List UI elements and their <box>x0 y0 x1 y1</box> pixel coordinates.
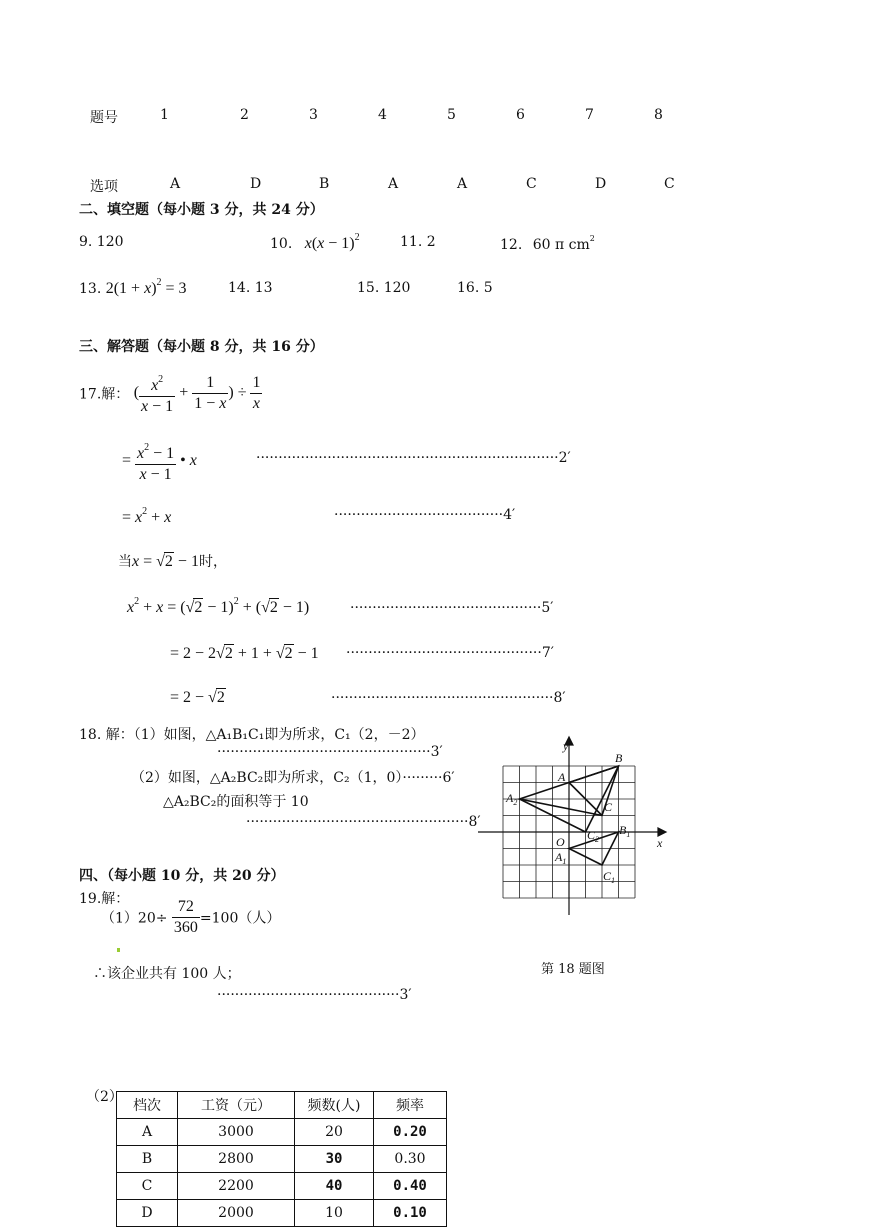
choice-number: 5 <box>447 107 456 123</box>
q17-label: 17.解： <box>79 386 130 403</box>
q12-value: 60 <box>532 237 551 253</box>
q18-mark1-dots: ················································3′ <box>217 744 443 760</box>
q13-expression: $2(1 + x)^2 = 3$ <box>105 277 187 297</box>
choice-answer: A <box>388 176 399 192</box>
label-C: C <box>604 800 613 814</box>
choice-answer: C <box>526 176 537 192</box>
answer-q9: 9. 120 <box>79 234 124 250</box>
choice-answer: D <box>250 176 262 192</box>
q17-step2-dots: ······································4′ <box>334 507 516 523</box>
choice-answer: D <box>595 176 607 192</box>
q17-step1: = $\frac{x^2 - 1}{x - 1}$ • x <box>122 438 197 485</box>
q17-when: 当 <box>118 554 132 570</box>
wage-table <box>116 1091 447 1227</box>
q17-step3: $x^2 + x = (√2 - 1)^2 + (√2 - 1)$ <box>127 596 310 616</box>
q12-unit: π cm <box>555 237 590 253</box>
q19-conclusion: ∴该企业共有 100 人； <box>93 966 241 982</box>
q19-part1: （1）20÷ $\frac{72}{360}$ =100（人） <box>101 898 281 936</box>
q18-figure-caption: 第 18 题图 <box>541 962 605 977</box>
q12-label: 12. <box>500 237 523 253</box>
label-C2: $C_2$ <box>587 828 600 844</box>
answer-q10 <box>270 232 360 253</box>
answer-q12: 12. 60 π $cm^2$ <box>500 234 595 253</box>
q17-step3-dots: ···········································5′ <box>350 600 554 616</box>
choice-header-label: 题号 <box>90 110 118 126</box>
section4-title: 四、（每小题 10 分，共 20 分） <box>79 868 285 884</box>
part2-label: （2） <box>86 1089 123 1105</box>
q18-mark3-dots: ··················································8′ <box>246 814 481 830</box>
header-wage: 工资（元） <box>178 1092 295 1119</box>
q17-expression: ( $\frac{x^2}{x - 1}$ + $\frac{1}{1 - x}$ ) ÷ $\frac{1}{x}$ <box>134 384 263 401</box>
answer-q16: 16. 5 <box>457 280 493 296</box>
section3-title: 三、解答题（每小题 8 分，共 16 分） <box>79 339 324 355</box>
decorative-dot <box>117 948 120 952</box>
wage-table-header <box>117 1092 447 1119</box>
q18-line2: （2）如图，△A₂BC₂即为所求，C₂（1，0）·········6′ <box>131 770 455 786</box>
q17-step4: = 2 − 2√2 + 1 + √2 − 1 <box>170 645 319 662</box>
table-row: C 2200 40 0.40 <box>117 1173 447 1200</box>
q19-mark-dots: ·········································3′ <box>217 987 412 1003</box>
q17-step5-dots: ··················································8′ <box>331 690 566 706</box>
header-count: 频数(人) <box>295 1092 374 1119</box>
q17-step2: = $x^2 + x$ <box>122 506 172 526</box>
q17-step1-dots: ····································································2′ <box>256 450 571 466</box>
answer-q13 <box>79 277 187 298</box>
answer-q11: 11. 2 <box>400 234 436 250</box>
table-row: A 3000 20 0.20 <box>117 1119 447 1146</box>
choice-answer: B <box>319 176 330 192</box>
choice-number: 3 <box>309 107 318 123</box>
label-A: A <box>558 770 566 784</box>
choice-number: 6 <box>516 107 525 123</box>
choice-number: 4 <box>378 107 387 123</box>
q10-label: 10. <box>270 236 293 252</box>
answer-q14: 14. 13 <box>228 280 273 296</box>
section2-title: 二、填空题（每小题 3 分，共 24 分） <box>79 202 324 218</box>
q17-step5: = 2 − √2 <box>170 689 225 706</box>
q18-line1: 18. 解：（1）如图，△A₁B₁C₁即为所求，C₁（2，－2） <box>79 727 425 743</box>
label-A1: $A_1$ <box>555 850 567 866</box>
header-rate: 频率 <box>374 1092 447 1119</box>
choice-answer-label: 选项 <box>90 179 118 195</box>
choice-number: 8 <box>654 107 663 123</box>
q17-when-end: 时， <box>198 554 227 570</box>
q10-expression: $x(x - 1)^2$ <box>304 232 360 252</box>
q17-substitution: 当x = √2 − 1时， <box>118 553 227 570</box>
choice-answer: A <box>170 176 181 192</box>
choice-answer: C <box>664 176 675 192</box>
axis-y-label: y <box>563 739 569 753</box>
choice-number: 2 <box>240 107 249 123</box>
choice-answer: A <box>457 176 468 192</box>
label-A2: $A_2$ <box>506 791 518 807</box>
q17-problem <box>79 370 262 417</box>
axis-x-label: x <box>657 836 663 850</box>
label-B1: $B_1$ <box>619 823 631 839</box>
choice-number: 1 <box>160 107 169 123</box>
q18-figure <box>478 735 678 925</box>
q17-step4-dots: ············································7′ <box>346 645 554 661</box>
q19-label: 19.解： <box>79 891 130 907</box>
table-row: B 2800 30 0.30 <box>117 1146 447 1173</box>
header-grade: 档次 <box>117 1092 178 1119</box>
q18-line3: △A₂BC₂的面积等于 10 <box>163 794 309 810</box>
label-B: B <box>615 751 623 765</box>
label-O: O <box>556 835 565 849</box>
q13-label: 13. <box>79 281 102 297</box>
label-C1: $C_1$ <box>603 869 616 885</box>
answer-q15: 15. 120 <box>357 280 411 296</box>
choice-number: 7 <box>585 107 594 123</box>
table-row: D 2000 10 0.10 <box>117 1200 447 1227</box>
